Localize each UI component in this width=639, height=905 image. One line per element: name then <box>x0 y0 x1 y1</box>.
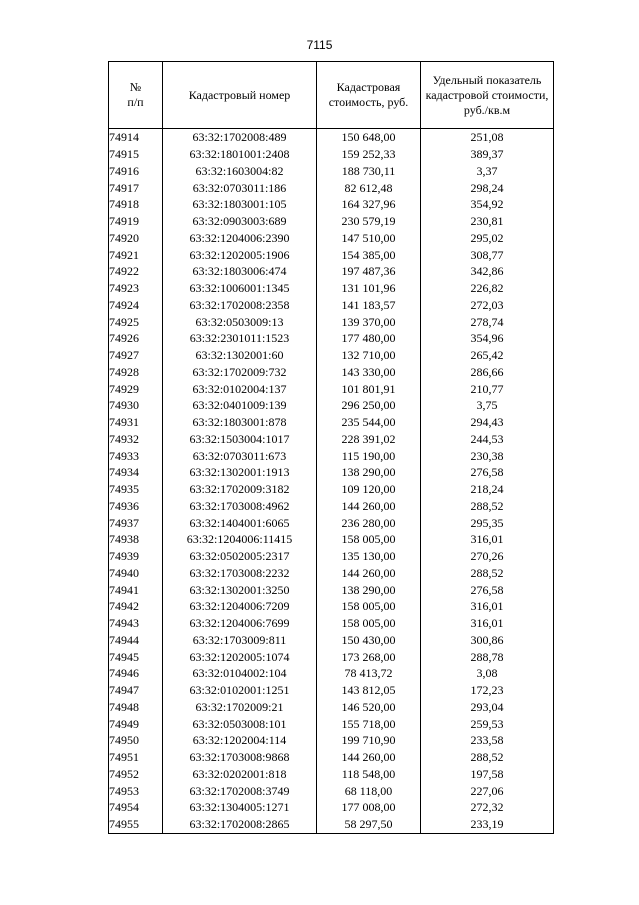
cadastral-number-cell: 63:32:1202004:114 <box>163 732 317 749</box>
table-row <box>109 163 554 180</box>
specific-cost-cell: 316,01 <box>421 598 554 615</box>
table-row <box>109 280 554 297</box>
row-number-cell: 74940 <box>109 565 163 582</box>
cadastral-cost-cell: 173 268,00 <box>317 648 421 665</box>
table-row <box>109 766 554 783</box>
cadastral-cost-cell: 138 290,00 <box>317 581 421 598</box>
cadastral-cost-cell: 236 280,00 <box>317 514 421 531</box>
cadastral-cost-cell: 138 290,00 <box>317 464 421 481</box>
row-number-cell: 74919 <box>109 213 163 230</box>
cadastral-value-table <box>108 61 554 834</box>
table-row <box>109 230 554 247</box>
specific-cost-cell: 288,78 <box>421 648 554 665</box>
cadastral-cost-cell: 146 520,00 <box>317 699 421 716</box>
table-row <box>109 263 554 280</box>
cadastral-cost-cell: 143 812,05 <box>317 682 421 699</box>
specific-cost-cell: 276,58 <box>421 581 554 598</box>
table-row <box>109 313 554 330</box>
cadastral-number-cell: 63:32:1006001:1345 <box>163 280 317 297</box>
specific-cost-cell: 342,86 <box>421 263 554 280</box>
cadastral-number-cell: 63:32:1702009:3182 <box>163 481 317 498</box>
row-number-cell: 74925 <box>109 313 163 330</box>
cadastral-cost-cell: 101 801,91 <box>317 380 421 397</box>
table-row <box>109 464 554 481</box>
row-number-cell: 74950 <box>109 732 163 749</box>
table-header-row <box>109 62 554 129</box>
cadastral-cost-cell: 144 260,00 <box>317 565 421 582</box>
row-number-cell: 74946 <box>109 665 163 682</box>
specific-cost-cell: 172,23 <box>421 682 554 699</box>
cadastral-cost-cell: 144 260,00 <box>317 749 421 766</box>
table-row <box>109 648 554 665</box>
table-row <box>109 782 554 799</box>
cadastral-cost-cell: 158 005,00 <box>317 598 421 615</box>
row-number-cell: 74928 <box>109 364 163 381</box>
cadastral-cost-cell: 131 101,96 <box>317 280 421 297</box>
cadastral-number-cell: 63:32:1304005:1271 <box>163 799 317 816</box>
cadastral-number-cell: 63:32:1503004:1017 <box>163 431 317 448</box>
row-number-cell: 74953 <box>109 782 163 799</box>
table-row <box>109 397 554 414</box>
row-number-cell: 74916 <box>109 163 163 180</box>
specific-cost-cell: 227,06 <box>421 782 554 799</box>
row-number-cell: 74945 <box>109 648 163 665</box>
row-number-cell: 74915 <box>109 146 163 163</box>
specific-cost-cell: 230,38 <box>421 447 554 464</box>
cadastral-cost-cell: 228 391,02 <box>317 431 421 448</box>
cadastral-number-cell: 63:32:1204006:7699 <box>163 615 317 632</box>
table-row <box>109 816 554 833</box>
cadastral-number-cell: 63:32:1703009:811 <box>163 632 317 649</box>
specific-cost-cell: 300,86 <box>421 632 554 649</box>
cadastral-cost-cell: 155 718,00 <box>317 715 421 732</box>
row-number-cell: 74931 <box>109 414 163 431</box>
table-row <box>109 213 554 230</box>
specific-cost-cell: 272,32 <box>421 799 554 816</box>
row-number-cell: 74952 <box>109 766 163 783</box>
cadastral-number-cell: 63:32:1204006:7209 <box>163 598 317 615</box>
cadastral-cost-cell: 139 370,00 <box>317 313 421 330</box>
cadastral-cost-cell: 115 190,00 <box>317 447 421 464</box>
cadastral-number-cell: 63:32:2301011:1523 <box>163 330 317 347</box>
row-number-cell: 74933 <box>109 447 163 464</box>
row-number-cell: 74955 <box>109 816 163 833</box>
cadastral-cost-cell: 164 327,96 <box>317 196 421 213</box>
cadastral-number-cell: 63:32:1202005:1074 <box>163 648 317 665</box>
cadastral-number-cell: 63:32:1702008:2358 <box>163 297 317 314</box>
row-number-cell: 74935 <box>109 481 163 498</box>
table-body <box>109 129 554 834</box>
cadastral-number-cell: 63:32:1801001:2408 <box>163 146 317 163</box>
row-number-cell: 74932 <box>109 431 163 448</box>
cadastral-cost-cell: 82 612,48 <box>317 179 421 196</box>
cadastral-number-cell: 63:32:0703011:673 <box>163 447 317 464</box>
table-row <box>109 447 554 464</box>
row-number-cell: 74948 <box>109 699 163 716</box>
row-number-cell: 74949 <box>109 715 163 732</box>
table-row <box>109 665 554 682</box>
table-row <box>109 514 554 531</box>
row-number-cell: 74926 <box>109 330 163 347</box>
header-specific-cost: Удельный показатель кадастровой стоимости, руб./кв.м <box>421 62 554 129</box>
row-number-cell: 74938 <box>109 531 163 548</box>
cadastral-number-cell: 63:32:0903003:689 <box>163 213 317 230</box>
specific-cost-cell: 308,77 <box>421 246 554 263</box>
cadastral-number-cell: 63:32:1803006:474 <box>163 263 317 280</box>
cadastral-number-cell: 63:32:0703011:186 <box>163 179 317 196</box>
cadastral-cost-cell: 230 579,19 <box>317 213 421 230</box>
cadastral-number-cell: 63:32:0102004:137 <box>163 380 317 397</box>
cadastral-number-cell: 63:32:0102001:1251 <box>163 682 317 699</box>
cadastral-cost-cell: 158 005,00 <box>317 531 421 548</box>
specific-cost-cell: 3,37 <box>421 163 554 180</box>
specific-cost-cell: 270,26 <box>421 548 554 565</box>
specific-cost-cell: 259,53 <box>421 715 554 732</box>
table-row <box>109 531 554 548</box>
table-row <box>109 297 554 314</box>
table-row <box>109 548 554 565</box>
specific-cost-cell: 316,01 <box>421 531 554 548</box>
specific-cost-cell: 244,53 <box>421 431 554 448</box>
cadastral-cost-cell: 58 297,50 <box>317 816 421 833</box>
cadastral-cost-cell: 199 710,90 <box>317 732 421 749</box>
cadastral-cost-cell: 177 008,00 <box>317 799 421 816</box>
cadastral-number-cell: 63:32:0503009:13 <box>163 313 317 330</box>
table-row <box>109 414 554 431</box>
specific-cost-cell: 251,08 <box>421 129 554 146</box>
specific-cost-cell: 293,04 <box>421 699 554 716</box>
cadastral-number-cell: 63:32:1204006:11415 <box>163 531 317 548</box>
cadastral-cost-cell: 132 710,00 <box>317 347 421 364</box>
cadastral-cost-cell: 296 250,00 <box>317 397 421 414</box>
table-row <box>109 632 554 649</box>
specific-cost-cell: 389,37 <box>421 146 554 163</box>
row-number-cell: 74927 <box>109 347 163 364</box>
row-number-cell: 74943 <box>109 615 163 632</box>
row-number-cell: 74918 <box>109 196 163 213</box>
cadastral-number-cell: 63:32:1702008:2865 <box>163 816 317 833</box>
cadastral-number-cell: 63:32:1803001:878 <box>163 414 317 431</box>
header-row-number: № п/п <box>109 62 163 129</box>
row-number-cell: 74921 <box>109 246 163 263</box>
specific-cost-cell: 298,24 <box>421 179 554 196</box>
cadastral-cost-cell: 188 730,11 <box>317 163 421 180</box>
cadastral-number-cell: 63:32:1603004:82 <box>163 163 317 180</box>
cadastral-number-cell: 63:32:1202005:1906 <box>163 246 317 263</box>
table-row <box>109 581 554 598</box>
specific-cost-cell: 197,58 <box>421 766 554 783</box>
table-row <box>109 364 554 381</box>
cadastral-number-cell: 63:32:0401009:139 <box>163 397 317 414</box>
table-row <box>109 380 554 397</box>
cadastral-cost-cell: 150 648,00 <box>317 129 421 146</box>
cadastral-cost-cell: 159 252,33 <box>317 146 421 163</box>
row-number-cell: 74920 <box>109 230 163 247</box>
page-number: 7115 <box>306 38 333 52</box>
table-row <box>109 347 554 364</box>
cadastral-cost-cell: 197 487,36 <box>317 263 421 280</box>
cadastral-number-cell: 63:32:0104002:104 <box>163 665 317 682</box>
cadastral-number-cell: 63:32:0202001:818 <box>163 766 317 783</box>
header-cadastral-number: Кадастровый номер <box>163 62 317 129</box>
cadastral-number-cell: 63:32:1302001:1913 <box>163 464 317 481</box>
cadastral-cost-cell: 177 480,00 <box>317 330 421 347</box>
table-row <box>109 749 554 766</box>
row-number-cell: 74929 <box>109 380 163 397</box>
table-row <box>109 732 554 749</box>
cadastral-cost-cell: 109 120,00 <box>317 481 421 498</box>
table-row <box>109 598 554 615</box>
table-header <box>109 62 554 129</box>
cadastral-number-cell: 63:32:1404001:6065 <box>163 514 317 531</box>
row-number-cell: 74937 <box>109 514 163 531</box>
cadastral-number-cell: 63:32:0502005:2317 <box>163 548 317 565</box>
cadastral-cost-cell: 118 548,00 <box>317 766 421 783</box>
cadastral-number-cell: 63:32:1302001:3250 <box>163 581 317 598</box>
row-number-cell: 74941 <box>109 581 163 598</box>
specific-cost-cell: 3,75 <box>421 397 554 414</box>
row-number-cell: 74924 <box>109 297 163 314</box>
row-number-cell: 74934 <box>109 464 163 481</box>
row-number-cell: 74914 <box>109 129 163 146</box>
specific-cost-cell: 354,92 <box>421 196 554 213</box>
cadastral-cost-cell: 135 130,00 <box>317 548 421 565</box>
specific-cost-cell: 295,02 <box>421 230 554 247</box>
cadastral-cost-cell: 78 413,72 <box>317 665 421 682</box>
cadastral-cost-cell: 143 330,00 <box>317 364 421 381</box>
table-row <box>109 615 554 632</box>
cadastral-cost-cell: 147 510,00 <box>317 230 421 247</box>
row-number-cell: 74944 <box>109 632 163 649</box>
specific-cost-cell: 286,66 <box>421 364 554 381</box>
table-row <box>109 682 554 699</box>
specific-cost-cell: 265,42 <box>421 347 554 364</box>
cadastral-cost-cell: 158 005,00 <box>317 615 421 632</box>
cadastral-number-cell: 63:32:1702008:489 <box>163 129 317 146</box>
cadastral-cost-cell: 141 183,57 <box>317 297 421 314</box>
row-number-cell: 74947 <box>109 682 163 699</box>
specific-cost-cell: 233,19 <box>421 816 554 833</box>
cadastral-number-cell: 63:32:1703008:4962 <box>163 498 317 515</box>
cadastral-number-cell: 63:32:1702008:3749 <box>163 782 317 799</box>
row-number-cell: 74951 <box>109 749 163 766</box>
specific-cost-cell: 3,08 <box>421 665 554 682</box>
table-row <box>109 699 554 716</box>
specific-cost-cell: 233,58 <box>421 732 554 749</box>
row-number-cell: 74917 <box>109 179 163 196</box>
specific-cost-cell: 210,77 <box>421 380 554 397</box>
table-row <box>109 179 554 196</box>
specific-cost-cell: 230,81 <box>421 213 554 230</box>
table-row <box>109 715 554 732</box>
specific-cost-cell: 272,03 <box>421 297 554 314</box>
table-row <box>109 129 554 146</box>
cadastral-cost-cell: 150 430,00 <box>317 632 421 649</box>
cadastral-number-cell: 63:32:1702009:732 <box>163 364 317 381</box>
cadastral-number-cell: 63:32:1302001:60 <box>163 347 317 364</box>
cadastral-cost-cell: 154 385,00 <box>317 246 421 263</box>
table-row <box>109 498 554 515</box>
row-number-cell: 74936 <box>109 498 163 515</box>
table-row <box>109 481 554 498</box>
specific-cost-cell: 218,24 <box>421 481 554 498</box>
cadastral-number-cell: 63:32:1703008:9868 <box>163 749 317 766</box>
table-row <box>109 431 554 448</box>
cadastral-number-cell: 63:32:1702009:21 <box>163 699 317 716</box>
table-row <box>109 330 554 347</box>
cadastral-cost-cell: 235 544,00 <box>317 414 421 431</box>
specific-cost-cell: 288,52 <box>421 498 554 515</box>
specific-cost-cell: 295,35 <box>421 514 554 531</box>
table-row <box>109 799 554 816</box>
row-number-cell: 74923 <box>109 280 163 297</box>
table-row <box>109 146 554 163</box>
specific-cost-cell: 276,58 <box>421 464 554 481</box>
row-number-cell: 74930 <box>109 397 163 414</box>
header-cadastral-cost: Кадастровая стоимость, руб. <box>317 62 421 129</box>
specific-cost-cell: 278,74 <box>421 313 554 330</box>
cadastral-cost-cell: 68 118,00 <box>317 782 421 799</box>
row-number-cell: 74939 <box>109 548 163 565</box>
table-row <box>109 196 554 213</box>
row-number-cell: 74922 <box>109 263 163 280</box>
specific-cost-cell: 288,52 <box>421 565 554 582</box>
cadastral-cost-cell: 144 260,00 <box>317 498 421 515</box>
cadastral-number-cell: 63:32:1703008:2232 <box>163 565 317 582</box>
cadastral-number-cell: 63:32:1204006:2390 <box>163 230 317 247</box>
specific-cost-cell: 294,43 <box>421 414 554 431</box>
table-row <box>109 246 554 263</box>
row-number-cell: 74942 <box>109 598 163 615</box>
cadastral-number-cell: 63:32:0503008:101 <box>163 715 317 732</box>
specific-cost-cell: 288,52 <box>421 749 554 766</box>
row-number-cell: 74954 <box>109 799 163 816</box>
specific-cost-cell: 226,82 <box>421 280 554 297</box>
specific-cost-cell: 354,96 <box>421 330 554 347</box>
specific-cost-cell: 316,01 <box>421 615 554 632</box>
cadastral-number-cell: 63:32:1803001:105 <box>163 196 317 213</box>
table-row <box>109 565 554 582</box>
